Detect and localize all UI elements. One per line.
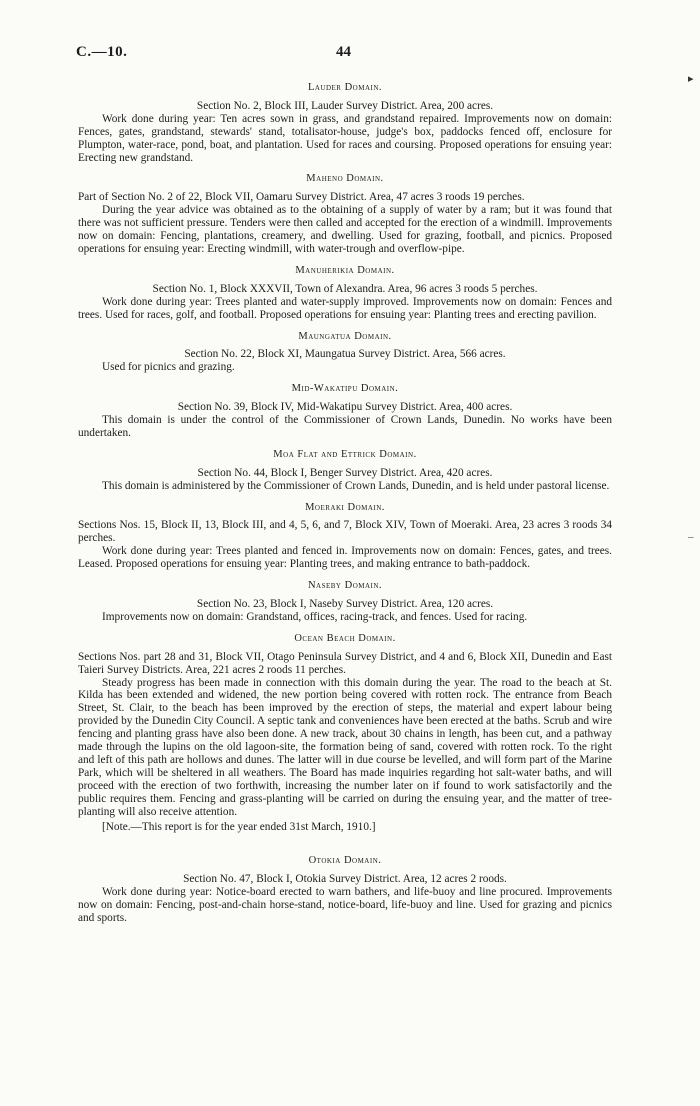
section-location: Section No. 44, Block I, Benger Survey District. Area, 420 acres. — [197, 466, 493, 479]
parliamentary-paper-reference: C.—10. — [76, 44, 128, 60]
section-heading: Moa Flat and Ettrick Domain. — [273, 448, 417, 460]
section-heading: Maungatua Domain. — [298, 330, 392, 342]
section-paragraph: Work done during year: Notice-board erected to warn bathers, and life-buoy and line procured. Improvements now on domain: Fencing, post-and-chain horse-stand, notice-board, life-buoy and line. Used for grazing and picnics and sports. — [78, 886, 612, 925]
section-paragraph: Work done during year: Trees planted and water-supply improved. Improvements now on domain: Fences and trees. Used for races, golf, and football. Proposed operations for ensuing year: Planting trees and erecting pavilion. — [78, 295, 612, 321]
section-location: Sections Nos. 15, Block II, 13, Block III, and 4, 5, 6, and 7, Block XIV, Town of Moeraki. Area, 23 acres 3 roods 34 perches. — [78, 519, 612, 545]
section-otokia-domain — [78, 855, 612, 925]
section-heading: Manuherikia Domain. — [295, 264, 395, 276]
section-location: Section No. 2, Block III, Lauder Survey District. Area, 200 acres. — [196, 99, 494, 112]
section-lauder-domain — [78, 82, 612, 164]
section-paragraph: This domain is under the control of the Commissioner of Crown Lands, Dunedin. No works have been undertaken. — [78, 414, 612, 439]
section-manuherikia-domain — [78, 265, 612, 322]
page-number: 44 — [336, 44, 351, 60]
section-heading: Otokia Domain. — [308, 855, 382, 867]
margin-mark-top: ▸ — [688, 73, 694, 85]
section-location: Part of Section No. 2 of 22, Block VII, Oamaru Survey District. Area, 47 acres 3 roods 19 perches. — [78, 191, 525, 204]
section-location: Section No. 39, Block IV, Mid-Wakatipu Survey District. Area, 400 acres. — [177, 401, 513, 414]
section-heading: Naseby Domain. — [307, 580, 383, 592]
section-naseby-domain — [78, 580, 612, 624]
section-paragraph: During the year advice was obtained as to the obtaining of a supply of water by a ram; but it was found that there was not sufficient pressure. Tenders were then called and accepted for the erection of a windmill. Improvements now on domain: Fencing, plantations, creamery, and dwelling. Used for grazing, football, and picnics. Proposed operations for ensuing year: Erecting windmill, with water-trough and overflow-pipe. — [78, 204, 612, 255]
section-location: Sections Nos. part 28 and 31, Block VII, Otago Peninsula Survey District, and 4 and 6, Block XII, Dunedin and East Taieri Survey Districts. Area, 221 acres 2 roods 11 perches. — [78, 650, 612, 676]
section-heading: Maheno Domain. — [306, 173, 384, 185]
section-mid-wakatipu-domain — [78, 383, 612, 440]
section-location: Section No. 47, Block I, Otokia Survey District. Area, 12 acres 2 roods. — [183, 873, 507, 886]
section-heading: Ocean Beach Domain. — [294, 632, 396, 644]
section-paragraph: Improvements now on domain: Grandstand, offices, racing-track, and fences. Used for racing. — [102, 610, 528, 623]
section-paragraph: This domain is administered by the Commissioner of Crown Lands, Dunedin, and is held under pastoral license. — [102, 479, 610, 492]
section-heading: Lauder Domain. — [307, 82, 383, 93]
section-paragraph: Used for picnics and grazing. — [102, 361, 235, 374]
margin-mark-middle: – — [688, 531, 694, 543]
section-moa-flat-ettrick-domain — [78, 449, 612, 493]
document-body — [78, 82, 612, 934]
section-maheno-domain — [78, 173, 612, 255]
section-heading: Mid-Wakatipu Domain. — [291, 383, 399, 395]
section-location: Section No. 1, Block XXXVII, Town of Alexandra. Area, 96 acres 3 roods 5 perches. — [152, 282, 538, 295]
section-location: Section No. 23, Block I, Naseby Survey District. Area, 120 acres. — [196, 598, 494, 610]
section-maungatua-domain — [78, 331, 612, 375]
section-heading: Moeraki Domain. — [305, 501, 385, 513]
section-moeraki-domain — [78, 502, 612, 572]
section-location: Section No. 22, Block XI, Maungatua Survey District. Area, 566 acres. — [184, 348, 506, 361]
report-note: [Note.—This report is for the year ended 31st March, 1910.] — [102, 820, 376, 833]
section-paragraph: Work done during year: Ten acres sown in grass, and grandstand repaired. Improvements now on domain: Fences, gates, grandstand, stewards' stand, totalisator-house, judge's box, paddocks fenced off, enclosure for Plumpton, water-race, pond, boat, and plantation. Used for races and coursing. Proposed operations for ensuing year: Erecting new grandstand. — [78, 112, 612, 164]
section-ocean-beach-domain — [78, 633, 612, 834]
section-paragraph: Steady progress has been made in connection with this domain during the year. The road to the beach at St. Kilda has been extended and widened, the new portion being covered with rotten rock. The entrance from Beach Street, St. Clair, to the beach has been improved by the erection of steps, the material and expert labour being provided by the Dunedin City Council. A septic tank and conveniences have been erected at the baths. Scrub and wire fencing and planting grass have also been done. A new track, about 30 chains in length, has been cut, and a pathway made through the lupins on the old lagoon-site, the formation being of sand, covered with rotten rock. To the right and left of this path are hollows and dunes. The latter will in due course be levelled, and will form part of the Marine Park, which will be sheltered in all weathers. The Board has made inquiries regarding hot salt-water baths, and will proceed with the erection of two forthwith, increasing the number later on if found to work satisfactorily and the public requires them. Fencing and grass-planting will be carried on during the ensuing year, and the matter of tree-planting will also receive attention. — [78, 676, 612, 818]
section-paragraph: Work done during year: Trees planted and fenced in. Improvements now on domain: Fences, gates, and trees. Leased. Proposed operations for ensuing year: Planting trees, and making entrance to bath-paddock. — [78, 545, 612, 571]
